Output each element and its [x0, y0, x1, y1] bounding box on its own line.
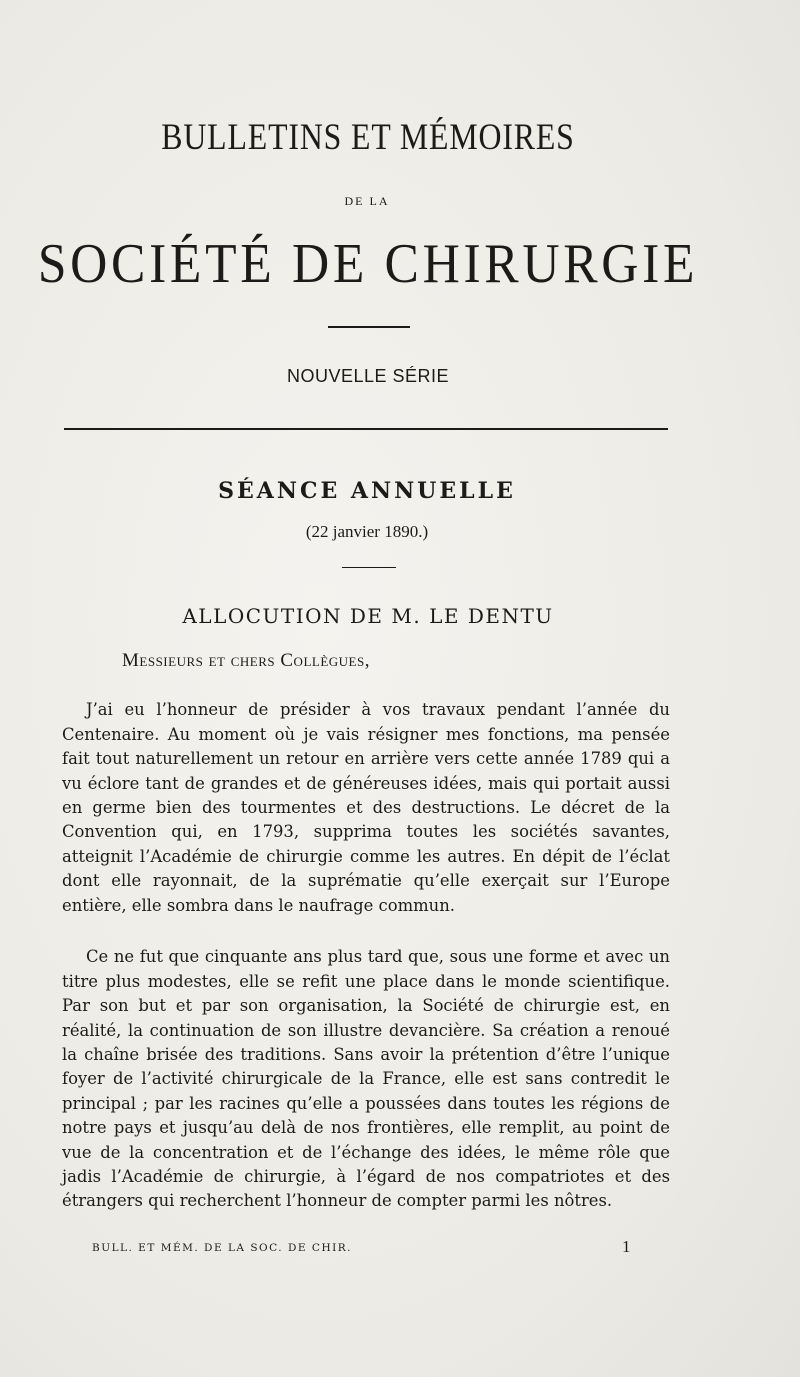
series-label: NOUVELLE SÉRIE	[286, 366, 450, 386]
session-title: SÉANCE ANNUELLE	[218, 478, 516, 504]
session-divider	[342, 567, 396, 568]
journal-title: BULLETINS ET MÉMOIRES	[161, 117, 575, 158]
journal-title-connector: DE LA	[344, 194, 390, 208]
body-paragraph-1: J’ai eu l’honneur de présider à vos travaux pendant l’année du Centenaire. Au moment où je vais résigner mes fonctions, ma pensée fait tout naturellement un retour en arrière vers cette année 1789 qui a vu éclore tant de grandes et de généreuses idées, mais qui portait aussi en germe bien des tourmentes et des destructions. Le décret de la Convention qui, en 1793, supprima toutes les sociétés savantes, atteignit l’Académie de chirurgie comme les autres. En dépit de l’éclat dont elle rayonnait, de la suprématie qu’elle exerçait sur l’Europe entière, elle sombra dans le naufrage commun.	[62, 700, 670, 915]
society-title: SOCIÉTÉ DE CHIRURGIE	[37, 233, 699, 295]
page-number: 1	[622, 1237, 631, 1256]
session-date: (22 janvier 1890.)	[305, 522, 429, 541]
title-divider-short	[328, 326, 410, 328]
salutation: Messieurs et chers Collègues,	[122, 650, 370, 671]
header-divider-long	[64, 428, 668, 430]
running-footer-title: BULL. ET MÉM. DE LA SOC. DE CHIR.	[92, 1242, 352, 1254]
body-paragraph-2: Ce ne fut que cinquante ans plus tard que, sous une forme et avec un titre plus modestes, elle se refit une place dans le monde scientifique. Par son but et par son organisation, la Société de chirurgie est, en réalité, la continuation de son illustre devancière. Sa création a renoué la chaîne brisée des traditions. Sans avoir la prétention d’être l’unique foyer de l’activité chirurgicale de la France, elle est sans contredit le principal ; par les racines qu’elle a poussées dans toutes les régions de notre pays et jusqu’au delà de nos frontières, elle remplit, au point de vue de la concentration et de l’échange des idées, le même rôle que jadis l’Académie de chirurgie, à l’égard de nos compatriotes et des étrangers qui recherchent l’honneur de compter parmi les nôtres.	[62, 947, 670, 1211]
address-title: ALLOCUTION DE M. LE DENTU	[182, 604, 554, 628]
